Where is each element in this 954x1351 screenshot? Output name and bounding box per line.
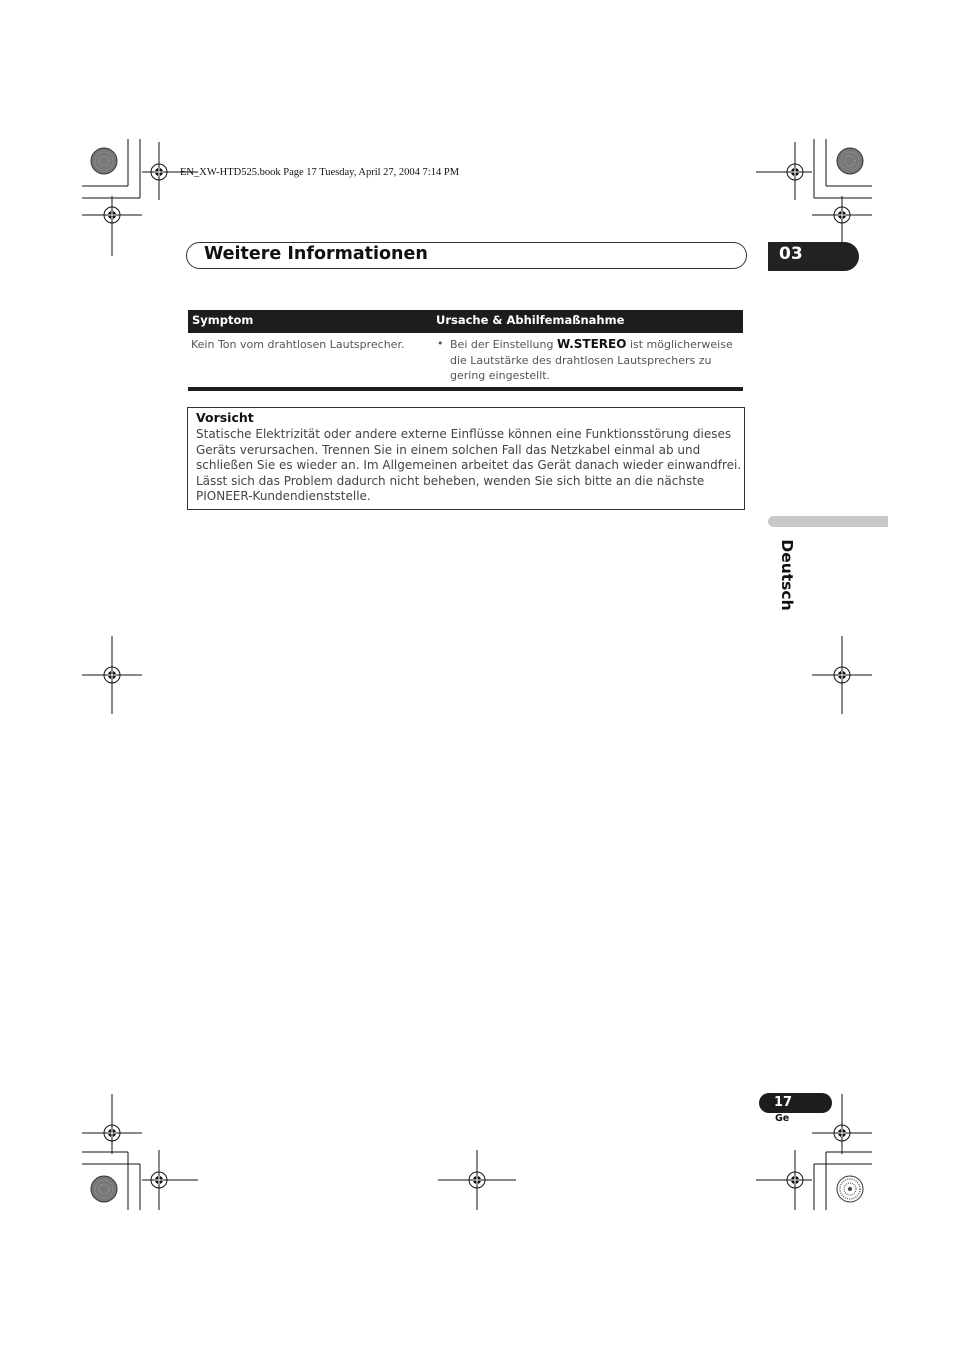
cause-text-post: ist möglicherweise — [626, 338, 733, 351]
cause-line-3: gering eingestellt. — [450, 369, 551, 382]
caution-text — [196, 427, 741, 505]
caution-line: Lässt sich das Problem dadurch nicht beheben, wenden Sie sich bitte an die nächste — [196, 473, 705, 488]
caution-line: Statische Elektrizität oder andere externe Einflüsse können eine Funktionsstörung dieses — [196, 427, 732, 441]
language-tab-label: Deutsch — [778, 539, 796, 611]
section-title: Weitere Informationen — [204, 244, 428, 264]
caution-line: Geräts verursachen. Trennen Sie in einem solchen Fall das Netzkabel einmal ab und — [196, 442, 701, 457]
cause-line-1 — [450, 337, 742, 353]
file-header: EN_XW-HTD525.book Page 17 Tuesday, April 27, 2004 7:14 PM — [180, 167, 460, 178]
chapter-number: 03 — [779, 244, 803, 264]
page-number-badge — [759, 1093, 832, 1113]
page-number: 17 — [774, 1095, 793, 1110]
cause-line-2: die Lautstärke des drahtlosen Lautsprechers zu — [450, 353, 712, 367]
column-header-cause: Ursache & Abhilfemaßnahme — [436, 313, 625, 327]
language-tab-bar — [768, 516, 888, 527]
setting-name: W.STEREO — [556, 337, 627, 351]
bullet-icon: • — [437, 337, 444, 350]
page-language-code: Ge — [775, 1113, 790, 1124]
caution-title: Vorsicht — [196, 410, 254, 425]
column-header-symptom: Symptom — [192, 313, 254, 327]
table-bottom-rule — [188, 387, 743, 391]
caution-line: schließen Sie es wieder an. Im Allgemeinen arbeitet das Gerät danach wieder einwandfrei. — [196, 458, 742, 472]
caution-line: PIONEER-Kundendienststelle. — [196, 489, 371, 503]
table-cell-cause — [450, 337, 742, 384]
table-cell-symptom: Kein Ton vom drahtlosen Lautsprecher. — [191, 338, 405, 351]
cause-text-pre: Bei der Einstellung — [450, 338, 557, 351]
